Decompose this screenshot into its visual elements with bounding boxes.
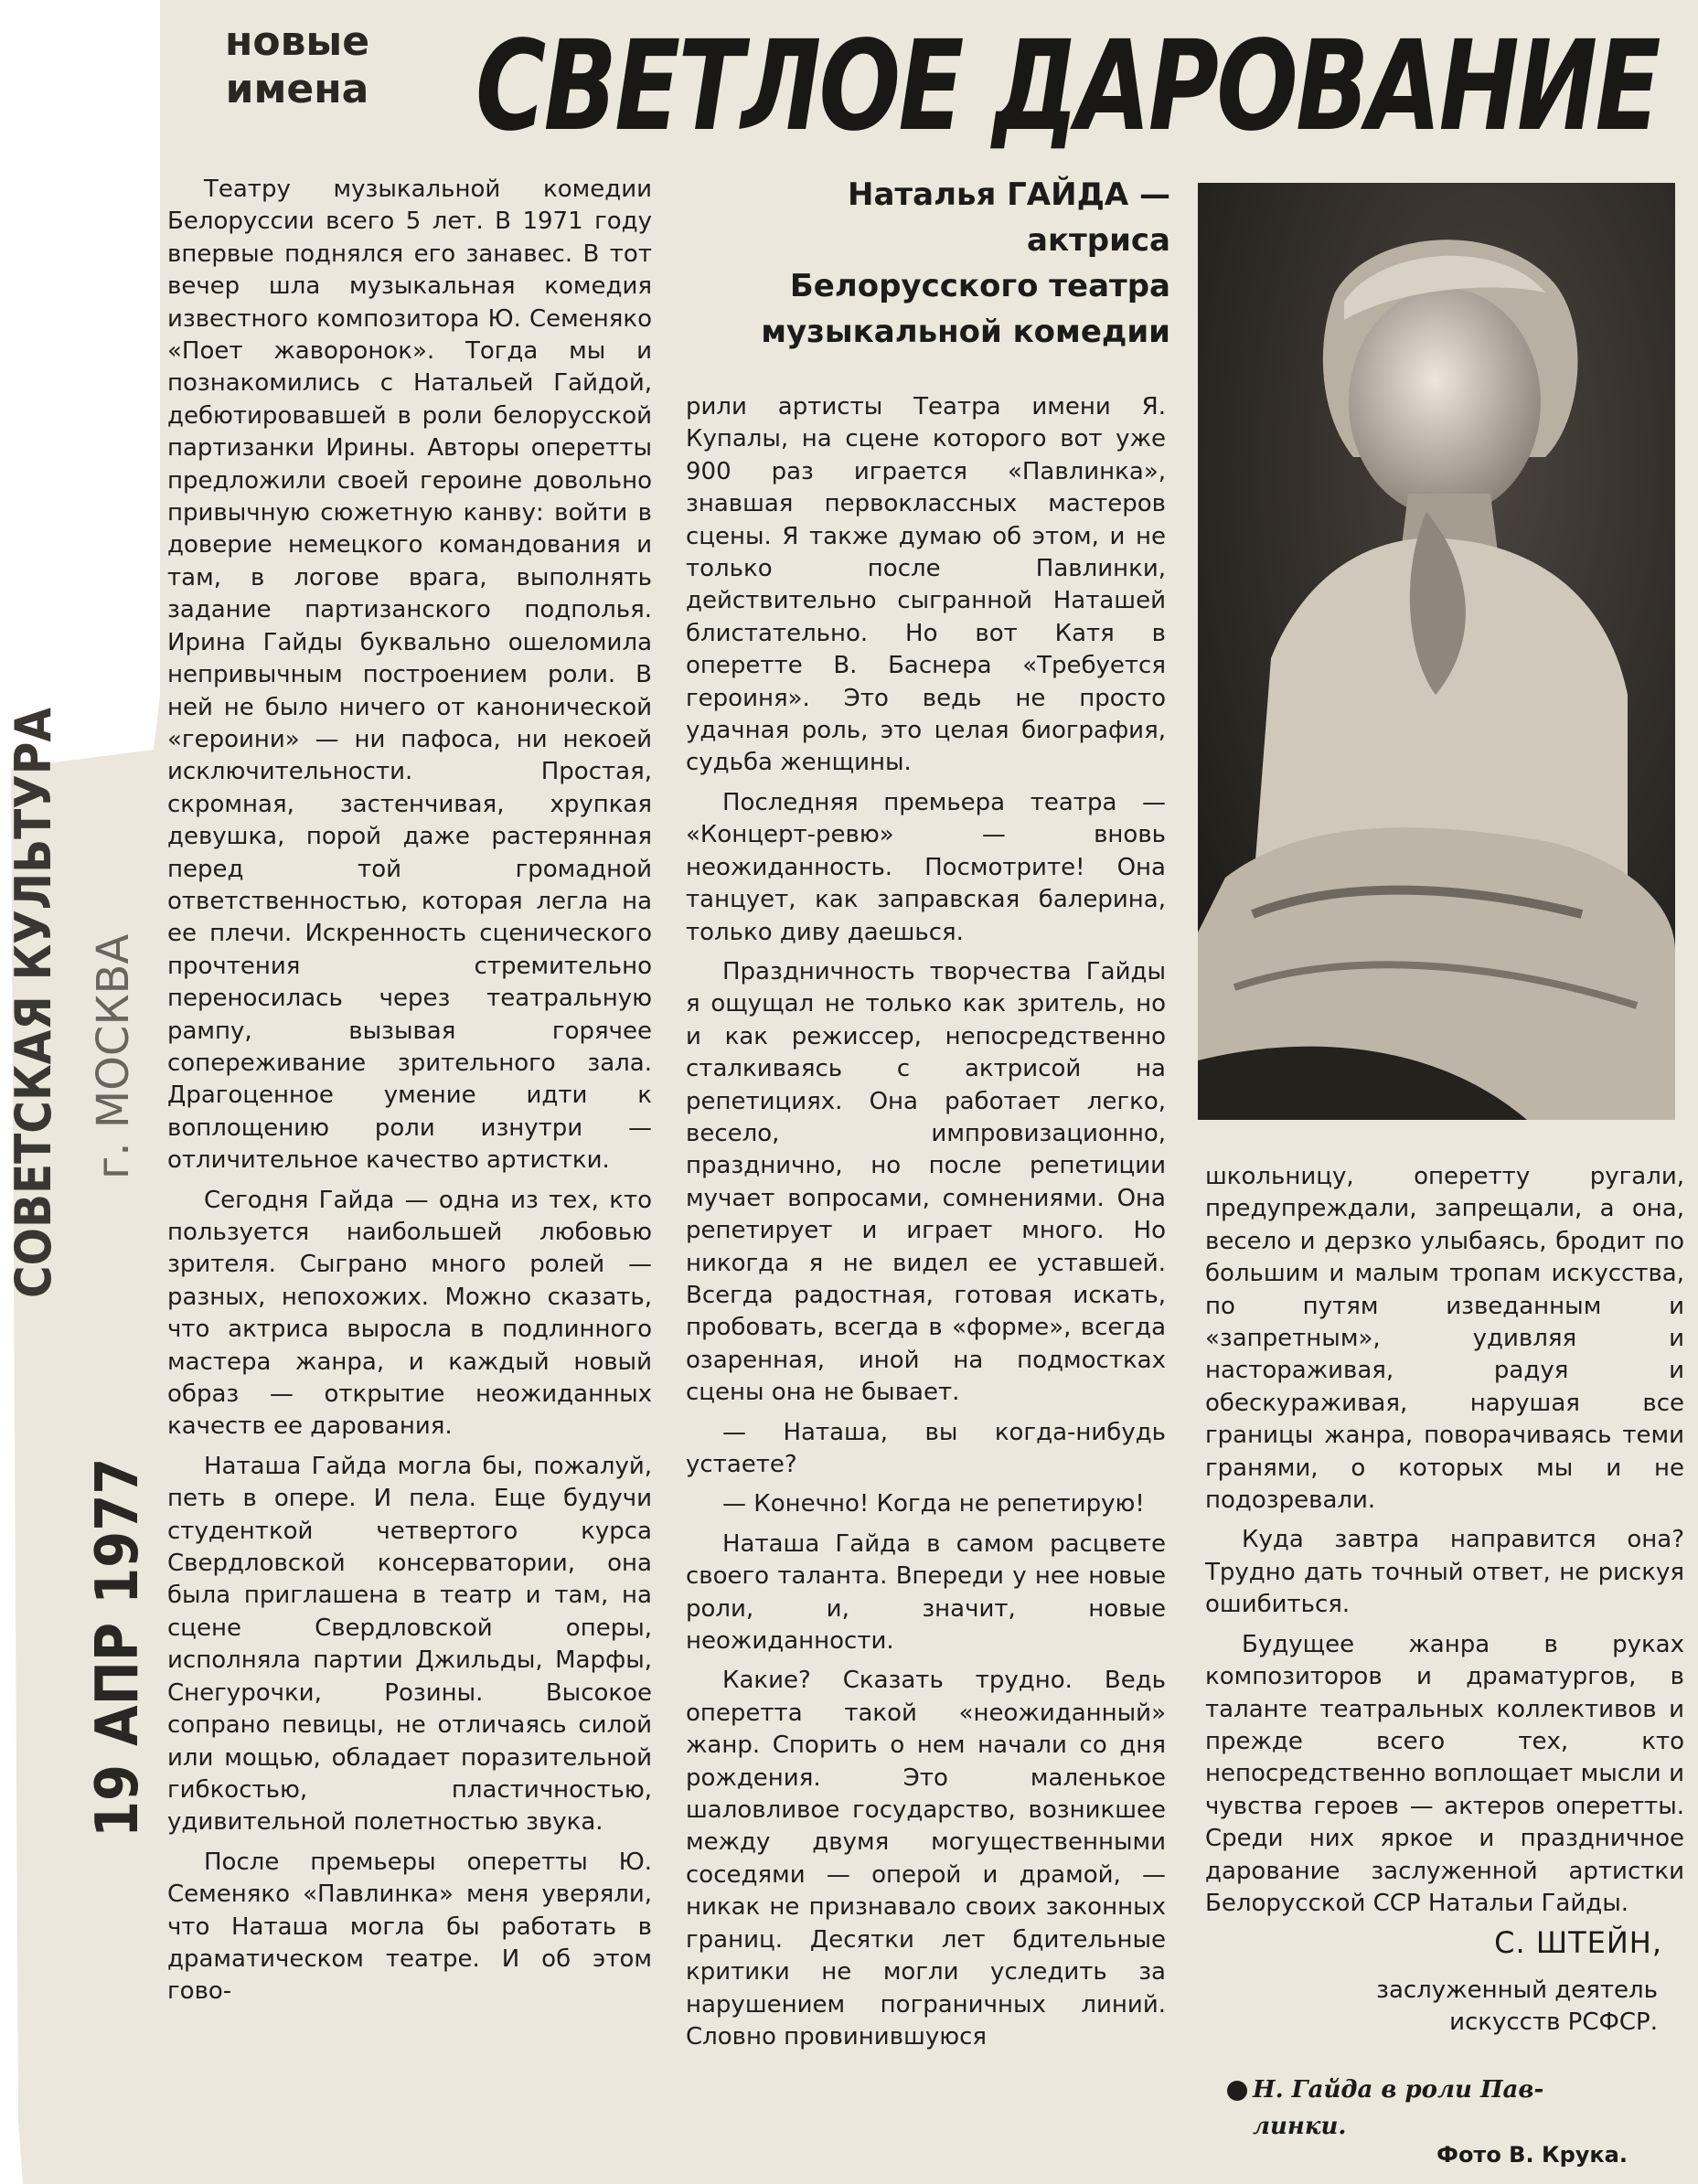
paragraph: рили артисты Театра имени Я. Купалы, на сцене которого вот уже 900 раз играется «Павлинка», знавшая первоклассных мастеров сцены. Я также думаю об этом, и не только после Павлинки, действительно сыгранной Наташей блистательно. Но вот Катя в оперетте В. Баснера «Требуется героиня». Это ведь не просто удачная роль, это целая биография, судьба женщины. bbox=[686, 393, 1166, 777]
caption-line: линки. bbox=[1253, 2113, 1347, 2140]
author-title-line: искусств РСФСР. bbox=[1449, 2008, 1658, 2036]
caption-line: Н. Гайда в роли Пав- bbox=[1253, 2076, 1544, 2104]
paragraph: Праздничность творчества Гайды я ощущал не только как зритель, но и как режиссер, непосредственно сталкиваясь с актрисой на репетициях. Она работает легко, весело, импровизационно, празднично, но после репетиции мучает вопросами, сомнениями. Она репетирует и играет много. Но никогда я не видел ее уставшей. Всегда радостная, готовая искать, пробовать, всегда в «форме», всегда озаренная, иной на подмостках сцены она не бывает. bbox=[686, 957, 1166, 1407]
photo-caption bbox=[1253, 2072, 1692, 2145]
article-column-3 bbox=[1205, 1161, 1684, 1927]
subhead-line: музыкальной комедии bbox=[761, 314, 1170, 350]
paragraph: Будущее жанра в руках композиторов и драматургов, в таланте театральных коллективов и прежде всего тех, кто непосредственно воплощает мысли и чувства героев — актеров оперетты. Среди них яркое и праздничное дарование заслуженной артистки Белорусской ССР Натальи Гайды. bbox=[1205, 1630, 1684, 1917]
stamp-city: г. МОСКВА bbox=[88, 933, 139, 1179]
paragraph: Последняя премьера театра — «Концерт-ревю» — вновь неожиданность. Посмотрите! Она танцует, как заправская балерина, только диву даешься. bbox=[686, 788, 1166, 946]
subhead-line: Наталья ГАЙДА — bbox=[848, 176, 1170, 213]
paragraph: — Конечно! Когда не репетирую! bbox=[722, 1490, 1145, 1518]
author-name: С. ШТЕЙН, bbox=[1494, 1925, 1662, 1960]
photo-credit: Фото В. Крука. bbox=[1436, 2142, 1628, 2168]
paragraph: Сегодня Гайда — одна из тех, кто пользуется наибольшей любовью зрителя. Сыграно много ролей — разных, непохожих. Можно сказать, что актриса выросла в подлинного мастера жанра, и каждый новый образ — открытие неожиданных качеств ее дарования. bbox=[167, 1186, 652, 1441]
subhead-line: актриса bbox=[1027, 222, 1170, 259]
headline: СВЕТЛОЕ ДАРОВАНИЕ bbox=[475, 15, 1659, 159]
paragraph: Куда завтра направится она? Трудно дать точный ответ, не рискуя ошибиться. bbox=[1205, 1526, 1684, 1619]
actress-photo bbox=[1198, 183, 1675, 1120]
paragraph: Какие? Сказать трудно. Ведь оперетта такой «неожиданный» жанр. Спорить о нем начали со дня рождения. Это маленькое шаловливое государство, возникшее между двумя могущественными соседями — оперой и драмой, — никак не признавало своих законных границ. Десятки лет бдительные критики не могли уследить за нарушением пограничных линий. Словно провинившуюся bbox=[686, 1667, 1166, 2051]
subhead bbox=[677, 172, 1170, 355]
paragraph: После премьеры оперетты Ю. Семеняко «Павлинка» меня уверяли, что Наташа могла бы работать в драматическом театре. И об этом гово- bbox=[167, 1848, 652, 2006]
rubric-line-2: имена bbox=[225, 66, 369, 112]
author-title-line: заслуженный деятель bbox=[1376, 1976, 1658, 2004]
paragraph: Театру музыкальной комедии Белоруссии всего 5 лет. В 1971 году впервые поднялся его занавес. В тот вечер шла музыкальная комедия известного композитора Ю. Семеняко «Поет жаворонок». Тогда мы и познакомились с Натальей Гайдой, дебютировавшей в роли белорусской партизанки Ирины. Авторы оперетты предложили своей героине довольно привычную сюжетную канву: войти в доверие немецкого командования и там, в логове врага, выполнять задание партизанского подполья. Ирина Гайды буквально ошеломила непривычным построением роли. В ней не было ничего от канонической «героини» — ни пафоса, ни некоей исключительности. Простая, скромная, застенчивая, хрупкая девушка, порой даже растерянная перед той громадной ответственностью, которая легла на ее плечи. Искренность сценического прочтения стремительно переносилась через театральную рампу, вызывая горячее сопереживание зрительного зала. Драгоценное умение идти к воплощению роли изнутри — отличительное качество артистки. bbox=[167, 176, 652, 1175]
bullet-icon bbox=[1227, 2081, 1247, 2101]
paragraph: Наташа Гайда могла бы, пожалуй, петь в опере. И пела. Еще будучи студенткой четвертого курса Свердловской консерватории, она была приглашена в театр и там, на сцене Свердловской оперы, исполняла партии Джильды, Марфы, Снегурочки, Розины. Высокое сопрано певицы, не отличаясь силой или мощью, обладает поразительной гибкостью, пластичностью, удивительной полетностью звука. bbox=[167, 1452, 652, 1837]
paragraph: школьницу, оперетту ругали, предупреждали, запрещали, а она, весело и дерзко улыбаясь, бродит по большим и малым тропам искусства, по путям изведанным и «запретным», удивляя и настораживая, радуя и обескураживая, нарушая все границы жанра, поворачиваясь теми гранями, о которых мы и не подозревали. bbox=[1205, 1163, 1684, 1515]
rubric-line-1: новые bbox=[224, 18, 370, 65]
stamp-newspaper: СОВЕТСКАЯ КУЛЬТУРА bbox=[5, 708, 62, 1298]
rubric bbox=[219, 18, 375, 113]
paragraph: — Наташа, вы когда-нибудь устаете? bbox=[686, 1418, 1166, 1478]
actress-photo-image bbox=[1198, 183, 1675, 1120]
article-column-2 bbox=[686, 391, 1166, 2061]
stamp-date: 19 АПР 1977 bbox=[84, 1457, 152, 1838]
author-title bbox=[1205, 1975, 1658, 2039]
article-column-1 bbox=[167, 174, 652, 2016]
subhead-line: Белорусского театра bbox=[789, 268, 1170, 304]
paragraph: Наташа Гайда в самом расцвете своего таланта. Впереди у нее новые роли, и, значит, новые неожиданности. bbox=[686, 1529, 1166, 1656]
